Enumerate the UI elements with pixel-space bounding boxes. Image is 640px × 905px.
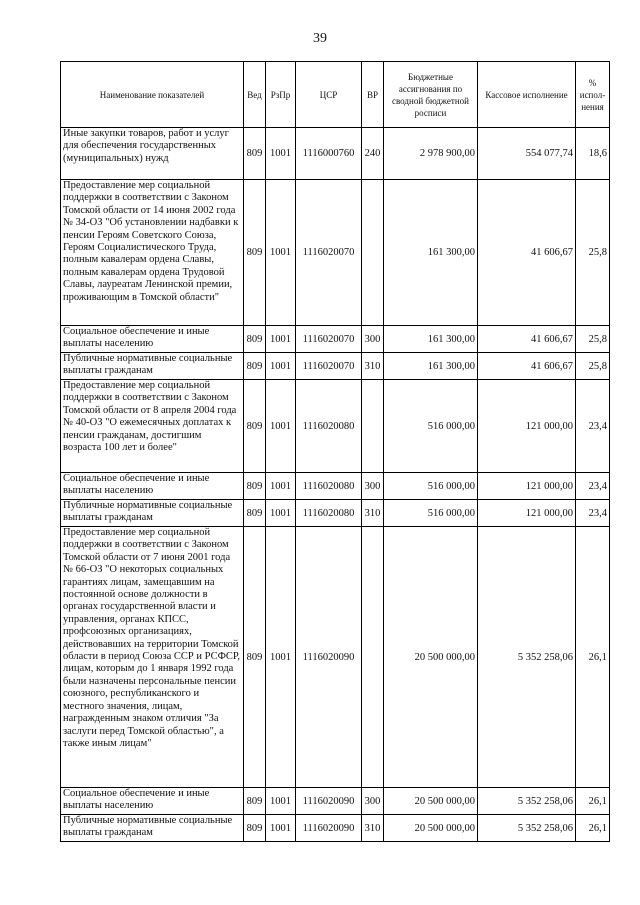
header-csr: ЦСР — [296, 62, 362, 128]
row-percent: 23,4 — [576, 500, 610, 527]
row-name: Публичные нормативные социальные выплаты гражданам — [61, 500, 244, 527]
row-vr: 310 — [362, 353, 384, 380]
row-budget: 20 500 000,00 — [384, 527, 478, 788]
row-vr: 240 — [362, 128, 384, 180]
row-name: Публичные нормативные социальные выплаты гражданам — [61, 815, 244, 842]
row-vr — [362, 527, 384, 788]
row-rzpr: 1001 — [266, 788, 296, 815]
row-percent: 18,6 — [576, 128, 610, 180]
row-cash: 5 352 258,06 — [478, 815, 576, 842]
row-ved: 809 — [244, 788, 266, 815]
row-percent: 25,8 — [576, 353, 610, 380]
row-vr: 300 — [362, 326, 384, 353]
row-name: Социальное обеспечение и иные выплаты населению — [61, 473, 244, 500]
header-name: Наименование показателей — [61, 62, 244, 128]
row-vr — [362, 380, 384, 473]
row-vr: 310 — [362, 500, 384, 527]
row-ved: 809 — [244, 353, 266, 380]
row-cash: 41 606,67 — [478, 353, 576, 380]
row-budget: 20 500 000,00 — [384, 788, 478, 815]
row-ved: 809 — [244, 128, 266, 180]
row-rzpr: 1001 — [266, 815, 296, 842]
row-vr — [362, 180, 384, 326]
row-percent: 23,4 — [576, 380, 610, 473]
table-row — [61, 815, 610, 842]
table-row — [61, 380, 610, 473]
table-row — [61, 788, 610, 815]
table-row — [61, 128, 610, 180]
row-percent: 25,8 — [576, 180, 610, 326]
row-rzpr: 1001 — [266, 500, 296, 527]
row-percent: 26,1 — [576, 815, 610, 842]
header-percent: % испол-нения — [576, 62, 610, 128]
row-budget: 516 000,00 — [384, 500, 478, 527]
row-csr: 1116020080 — [296, 473, 362, 500]
header-rzpr: РзПр — [266, 62, 296, 128]
row-percent: 23,4 — [576, 473, 610, 500]
header-cash: Кассовое исполнение — [478, 62, 576, 128]
row-budget: 161 300,00 — [384, 326, 478, 353]
table-row — [61, 180, 610, 326]
row-rzpr: 1001 — [266, 128, 296, 180]
table-row — [61, 500, 610, 527]
header-row — [61, 62, 610, 128]
row-budget: 161 300,00 — [384, 180, 478, 326]
row-cash: 121 000,00 — [478, 473, 576, 500]
table-row — [61, 353, 610, 380]
row-cash: 5 352 258,06 — [478, 788, 576, 815]
row-vr: 300 — [362, 788, 384, 815]
row-vr: 300 — [362, 473, 384, 500]
row-csr: 1116020090 — [296, 815, 362, 842]
row-percent: 26,1 — [576, 788, 610, 815]
row-ved: 809 — [244, 380, 266, 473]
table-row — [61, 527, 610, 788]
row-budget: 516 000,00 — [384, 473, 478, 500]
row-name: Социальное обеспечение и иные выплаты населению — [61, 788, 244, 815]
row-cash: 121 000,00 — [478, 500, 576, 527]
row-rzpr: 1001 — [266, 326, 296, 353]
row-csr: 1116020080 — [296, 500, 362, 527]
row-ved: 809 — [244, 180, 266, 326]
row-name: Предоставление мер социальной поддержки в соответствии с Законом Томской области от 7 июня 2001 года № 66-ОЗ "О некоторых социальных гарантиях лицам, замещавшим на постоянной основе должности в органах государственной власти и управления, органах КПСС, профсоюзных организациях, действовавших на территории Томской области в период Союза ССР и РСФСР, лицам, которым до 1 января 1992 года были назначены персональные пенсии союзного, республиканского и местного значения, лицам, награжденным знаком отличия "За заслуги перед Томской областью", а также иным лицам" — [61, 527, 244, 788]
row-rzpr: 1001 — [266, 473, 296, 500]
row-cash: 41 606,67 — [478, 180, 576, 326]
row-percent: 25,8 — [576, 326, 610, 353]
row-name: Предоставление мер социальной поддержки в соответствии с Законом Томской области от 14 июня 2002 года № 34-ОЗ "Об установлении надбавки к пенсии Героям Советского Союза, Героям Социалистического Труда, полным кавалерам ордена Славы, полным кавалерам ордена Трудовой Славы, лауреатам Ленинской премии, проживающим в Томской области" — [61, 180, 244, 326]
row-rzpr: 1001 — [266, 180, 296, 326]
row-ved: 809 — [244, 815, 266, 842]
header-budget: Бюджетные ассигнования по сводной бюджетной росписи — [384, 62, 478, 128]
row-budget: 516 000,00 — [384, 380, 478, 473]
row-name: Социальное обеспечение и иные выплаты населению — [61, 326, 244, 353]
row-csr: 1116000760 — [296, 128, 362, 180]
table-row — [61, 326, 610, 353]
row-csr: 1116020080 — [296, 380, 362, 473]
row-csr: 1116020070 — [296, 326, 362, 353]
row-name: Иные закупки товаров, работ и услуг для обеспечения государственных (муниципальных) нужд — [61, 128, 244, 180]
row-cash: 121 000,00 — [478, 380, 576, 473]
table-row — [61, 473, 610, 500]
row-name: Предоставление мер социальной поддержки в соответствии с Законом Томской области от 8 апреля 2004 года № 40-ОЗ "О ежемесячных доплатах к пенсии гражданам, достигшим возраста 100 лет и более" — [61, 380, 244, 473]
row-ved: 809 — [244, 473, 266, 500]
row-budget: 20 500 000,00 — [384, 815, 478, 842]
row-csr: 1116020090 — [296, 527, 362, 788]
row-budget: 161 300,00 — [384, 353, 478, 380]
row-budget: 2 978 900,00 — [384, 128, 478, 180]
row-cash: 41 606,67 — [478, 326, 576, 353]
row-csr: 1116020070 — [296, 180, 362, 326]
row-cash: 554 077,74 — [478, 128, 576, 180]
row-cash: 5 352 258,06 — [478, 527, 576, 788]
row-rzpr: 1001 — [266, 380, 296, 473]
page-number: 39 — [313, 31, 327, 46]
row-percent: 26,1 — [576, 527, 610, 788]
header-ved: Вед — [244, 62, 266, 128]
row-rzpr: 1001 — [266, 527, 296, 788]
row-ved: 809 — [244, 326, 266, 353]
row-ved: 809 — [244, 527, 266, 788]
budget-execution-table — [60, 61, 610, 842]
row-rzpr: 1001 — [266, 353, 296, 380]
row-vr: 310 — [362, 815, 384, 842]
row-ved: 809 — [244, 500, 266, 527]
header-vr: ВР — [362, 62, 384, 128]
row-csr: 1116020070 — [296, 353, 362, 380]
row-name: Публичные нормативные социальные выплаты гражданам — [61, 353, 244, 380]
row-csr: 1116020090 — [296, 788, 362, 815]
